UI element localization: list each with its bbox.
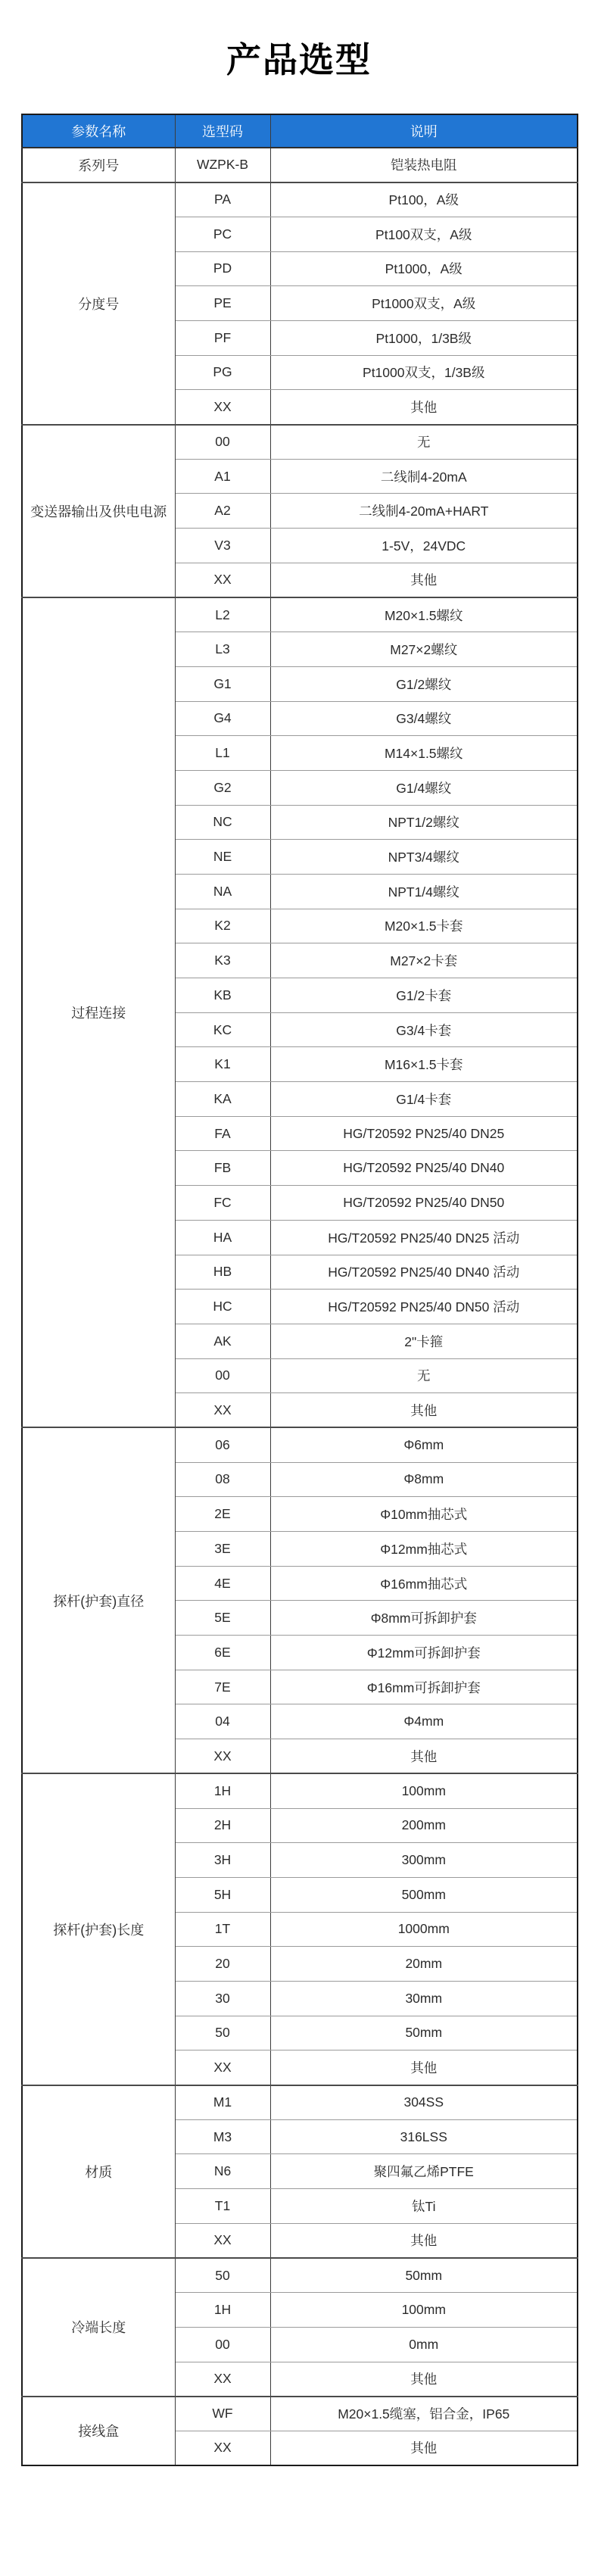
table-row	[22, 2258, 578, 2293]
selection-code-cell: 20	[175, 1947, 270, 1982]
selection-code-cell: G4	[175, 701, 270, 736]
description-cell: NPT1/4螺纹	[270, 874, 578, 909]
selection-code-cell: L2	[175, 597, 270, 632]
selection-code-cell: NA	[175, 874, 270, 909]
selection-code-cell: 6E	[175, 1636, 270, 1670]
description-cell: 30mm	[270, 1981, 578, 2016]
selection-code-cell: 2H	[175, 1808, 270, 1843]
param-name-cell: 冷端长度	[22, 2258, 175, 2397]
description-cell: 其他	[270, 2051, 578, 2085]
selection-code-cell: PG	[175, 355, 270, 390]
selection-code-cell: FB	[175, 1151, 270, 1186]
table-row	[22, 1427, 578, 1462]
selection-code-cell: 3E	[175, 1532, 270, 1567]
selection-code-cell: M3	[175, 2119, 270, 2154]
selection-code-cell: 04	[175, 1704, 270, 1739]
selection-code-cell: 7E	[175, 1670, 270, 1704]
selection-table-body	[22, 148, 578, 2465]
description-cell: 50mm	[270, 2016, 578, 2051]
description-cell: M14×1.5螺纹	[270, 736, 578, 771]
table-row	[22, 1773, 578, 1808]
description-cell: 其他	[270, 2223, 578, 2258]
selection-code-cell: 06	[175, 1427, 270, 1462]
description-cell: Φ12mm可拆卸护套	[270, 1636, 578, 1670]
description-cell: 二线制4-20mA+HART	[270, 494, 578, 529]
selection-code-cell: G1	[175, 666, 270, 701]
selection-code-cell: XX	[175, 1739, 270, 1774]
description-cell: Φ4mm	[270, 1704, 578, 1739]
selection-code-cell: 3H	[175, 1843, 270, 1878]
param-name-cell: 探杆(护套)长度	[22, 1773, 175, 2085]
description-cell: M20×1.5缆塞，铝合金，IP65	[270, 2397, 578, 2431]
param-name-cell: 材质	[22, 2085, 175, 2258]
column-header-selection-code: 选型码	[175, 114, 270, 148]
description-cell: Φ6mm	[270, 1427, 578, 1462]
description-cell: Φ10mm抽芯式	[270, 1497, 578, 1532]
selection-code-cell: XX	[175, 1393, 270, 1428]
selection-code-cell: NE	[175, 840, 270, 875]
selection-code-cell: HC	[175, 1290, 270, 1324]
selection-code-cell: AK	[175, 1324, 270, 1358]
description-cell: 铠装热电阻	[270, 148, 578, 182]
description-cell: HG/T20592 PN25/40 DN50	[270, 1186, 578, 1221]
description-cell: 500mm	[270, 1877, 578, 1912]
column-header-description: 说明	[270, 114, 578, 148]
selection-code-cell: PE	[175, 286, 270, 321]
selection-code-cell: N6	[175, 2154, 270, 2189]
table-row	[22, 182, 578, 217]
page-title: 产品选型	[226, 40, 372, 80]
selection-code-cell: KB	[175, 978, 270, 1013]
selection-code-cell: NC	[175, 805, 270, 840]
selection-code-cell: 50	[175, 2016, 270, 2051]
selection-code-cell: FC	[175, 1186, 270, 1221]
description-cell: M20×1.5卡套	[270, 909, 578, 943]
description-cell: HG/T20592 PN25/40 DN50 活动	[270, 1290, 578, 1324]
description-cell: Pt1000，A级	[270, 251, 578, 286]
param-name-cell: 接线盒	[22, 2397, 175, 2465]
description-cell: 100mm	[270, 1773, 578, 1808]
selection-code-cell: 1H	[175, 1773, 270, 1808]
description-cell: G3/4卡套	[270, 1012, 578, 1047]
selection-code-cell: XX	[175, 2223, 270, 2258]
selection-code-cell: PC	[175, 217, 270, 251]
selection-code-cell: XX	[175, 2051, 270, 2085]
selection-code-cell: M1	[175, 2085, 270, 2120]
selection-code-cell: XX	[175, 2431, 270, 2465]
description-cell: M27×2螺纹	[270, 632, 578, 667]
description-cell: 304SS	[270, 2085, 578, 2120]
selection-code-cell: FA	[175, 1116, 270, 1151]
description-cell: M20×1.5螺纹	[270, 597, 578, 632]
selection-code-cell: HB	[175, 1255, 270, 1290]
description-cell: Pt100，A级	[270, 182, 578, 217]
description-cell: 其他	[270, 1739, 578, 1774]
description-cell: 300mm	[270, 1843, 578, 1878]
description-cell: G3/4螺纹	[270, 701, 578, 736]
table-row	[22, 425, 578, 460]
selection-code-cell: WZPK-B	[175, 148, 270, 182]
description-cell: 2"卡箍	[270, 1324, 578, 1358]
description-cell: 二线制4-20mA	[270, 459, 578, 494]
description-cell: Φ8mm	[270, 1462, 578, 1497]
description-cell: 其他	[270, 563, 578, 597]
table-row	[22, 2085, 578, 2120]
description-cell: 1000mm	[270, 1912, 578, 1947]
description-cell: 其他	[270, 390, 578, 425]
description-cell: G1/4卡套	[270, 1082, 578, 1117]
description-cell: 1-5V，24VDC	[270, 529, 578, 563]
selection-code-cell: 2E	[175, 1497, 270, 1532]
description-cell: M16×1.5卡套	[270, 1047, 578, 1082]
description-cell: 100mm	[270, 2293, 578, 2328]
description-cell: Pt100双支，A级	[270, 217, 578, 251]
description-cell: HG/T20592 PN25/40 DN25 活动	[270, 1220, 578, 1255]
description-cell: 钛Ti	[270, 2189, 578, 2224]
description-cell: Φ16mm可拆卸护套	[270, 1670, 578, 1704]
selection-code-cell: L3	[175, 632, 270, 667]
selection-code-cell: WF	[175, 2397, 270, 2431]
selection-code-cell: KA	[175, 1082, 270, 1117]
selection-code-cell: 5H	[175, 1877, 270, 1912]
description-cell: 316LSS	[270, 2119, 578, 2154]
param-name-cell: 变送器输出及供电电源	[22, 425, 175, 597]
selection-code-cell: 00	[175, 425, 270, 460]
selection-code-cell: XX	[175, 563, 270, 597]
param-name-cell: 分度号	[22, 182, 175, 425]
selection-code-cell: K1	[175, 1047, 270, 1082]
table-row	[22, 597, 578, 632]
description-cell: G1/4螺纹	[270, 770, 578, 805]
param-name-cell: 系列号	[22, 148, 175, 182]
description-cell: 其他	[270, 2431, 578, 2465]
description-cell: Φ16mm抽芯式	[270, 1566, 578, 1601]
selection-code-cell: KC	[175, 1012, 270, 1047]
description-cell: 其他	[270, 2362, 578, 2397]
table-row	[22, 2397, 578, 2431]
column-header-parameter-name: 参数名称	[22, 114, 175, 148]
description-cell: NPT1/2螺纹	[270, 805, 578, 840]
selection-code-cell: 00	[175, 1358, 270, 1393]
selection-code-cell: 08	[175, 1462, 270, 1497]
table-row	[22, 148, 578, 182]
description-cell: 其他	[270, 1393, 578, 1428]
selection-code-cell: A2	[175, 494, 270, 529]
description-cell: 20mm	[270, 1947, 578, 1982]
description-cell: Φ8mm可拆卸护套	[270, 1601, 578, 1636]
selection-code-cell: V3	[175, 529, 270, 563]
selection-code-cell: 4E	[175, 1566, 270, 1601]
selection-code-cell: 00	[175, 2327, 270, 2362]
selection-code-cell: K3	[175, 943, 270, 978]
description-cell: G1/2卡套	[270, 978, 578, 1013]
selection-code-cell: G2	[175, 770, 270, 805]
description-cell: HG/T20592 PN25/40 DN25	[270, 1116, 578, 1151]
selection-code-cell: PF	[175, 320, 270, 355]
selection-code-cell: XX	[175, 390, 270, 425]
selection-code-cell: 1T	[175, 1912, 270, 1947]
description-cell: HG/T20592 PN25/40 DN40	[270, 1151, 578, 1186]
selection-code-cell: PD	[175, 251, 270, 286]
description-cell: NPT3/4螺纹	[270, 840, 578, 875]
table-header-row	[22, 114, 578, 148]
description-cell: Pt1000，1/3B级	[270, 320, 578, 355]
description-cell: 无	[270, 425, 578, 460]
description-cell: 0mm	[270, 2327, 578, 2362]
description-cell: Φ12mm抽芯式	[270, 1532, 578, 1567]
description-cell: 50mm	[270, 2258, 578, 2293]
description-cell: HG/T20592 PN25/40 DN40 活动	[270, 1255, 578, 1290]
param-name-cell: 过程连接	[22, 597, 175, 1428]
description-cell: 200mm	[270, 1808, 578, 1843]
selection-code-cell: 50	[175, 2258, 270, 2293]
selection-code-cell: XX	[175, 2362, 270, 2397]
selection-code-cell: 30	[175, 1981, 270, 2016]
description-cell: M27×2卡套	[270, 943, 578, 978]
description-cell: Pt1000双支，1/3B级	[270, 355, 578, 390]
selection-code-cell: 1H	[175, 2293, 270, 2328]
description-cell: 无	[270, 1358, 578, 1393]
selection-code-cell: T1	[175, 2189, 270, 2224]
selection-code-cell: K2	[175, 909, 270, 943]
description-cell: G1/2螺纹	[270, 666, 578, 701]
description-cell: 聚四氟乙烯PTFE	[270, 2154, 578, 2189]
product-selection-table	[21, 114, 578, 2466]
selection-code-cell: A1	[175, 459, 270, 494]
selection-code-cell: L1	[175, 736, 270, 771]
selection-code-cell: 5E	[175, 1601, 270, 1636]
selection-code-cell: HA	[175, 1220, 270, 1255]
selection-code-cell: PA	[175, 182, 270, 217]
description-cell: Pt1000双支，A级	[270, 286, 578, 321]
param-name-cell: 探杆(护套)直径	[22, 1427, 175, 1773]
